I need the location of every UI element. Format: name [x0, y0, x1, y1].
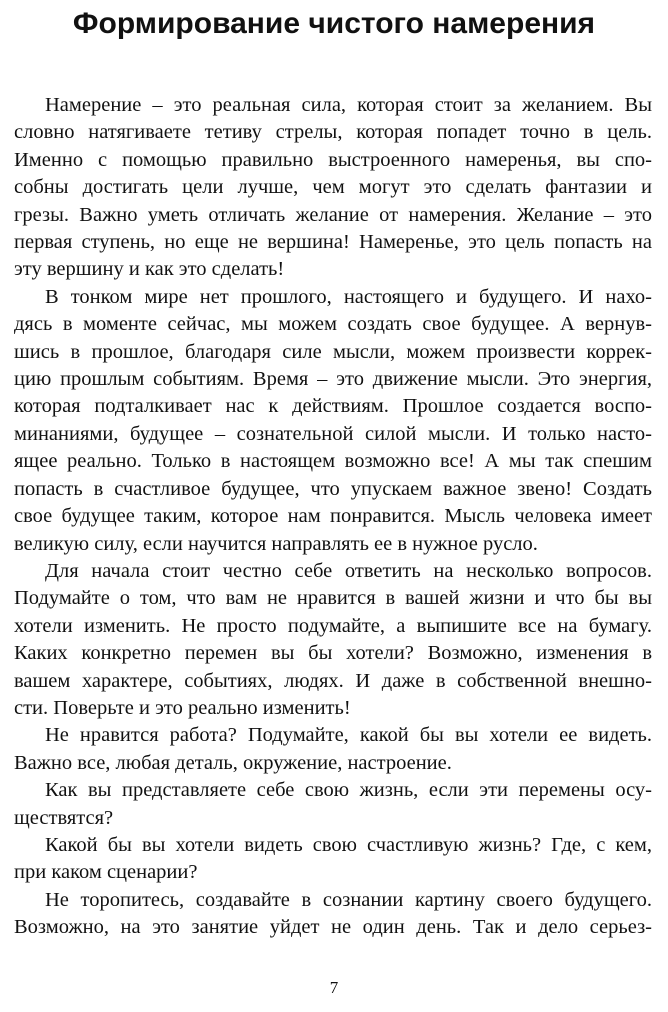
text-line: которая подталкивает нас к действиям. Прошлое создается воспо- [14, 395, 652, 418]
text-line: Подумайте о том, что вам не нравится в вашей жизни и что бы вы [14, 587, 652, 610]
text-line: великую силу, если научится направлять ее в нужное русло. [14, 532, 538, 555]
text-line: Какой бы вы хотели видеть свою счастливую жизнь? Где, с кем, [45, 833, 652, 856]
text-line: Для начала стоит честно себе ответить на несколько вопросов. [45, 559, 652, 582]
text-line: эту вершину и как это сделать! [14, 258, 285, 281]
page-number: 7 [329, 978, 339, 997]
text-line: Каких конкретно перемен вы бы хотели? Возможно, изменения в [14, 642, 652, 665]
text-line: ящее реально. Только в настоящем возможно все! А мы так спешим [14, 450, 652, 473]
paragraph [14, 832, 652, 887]
paragraph [14, 558, 652, 722]
text-line: собны достигать цели лучше, чем могут это сделать фантазии и [14, 176, 652, 199]
text-line: цию прошлым событиям. Время – это движение мысли. Это энергия, [14, 368, 652, 391]
text-line: дясь в моменте сейчас, мы можем создать свое будущее. А вернув- [14, 313, 652, 336]
text-line: грезы. Важно уметь отличать желание от намерения. Желание – это [14, 203, 652, 226]
text-line: свое будущее таким, которое нам понравится. Мысль человека имеет [14, 505, 652, 528]
text-line: ществятся? [14, 806, 114, 829]
text-line: Намерение – это реальная сила, которая стоит за желанием. Вы [45, 94, 652, 116]
text-line: Не торопитесь, создавайте в сознании картину своего будущего. [45, 888, 652, 911]
body-text [14, 92, 652, 942]
text-line: В тонком мире нет прошлого, настоящего и будущего. И нахо- [45, 285, 652, 308]
paragraph [14, 777, 652, 832]
text-line: при каком сценарии? [14, 861, 198, 884]
paragraph [14, 284, 652, 558]
text-line: Именно с помощью правильно выстроенного намеренья, вы спо- [14, 148, 652, 171]
text-line: вашем характере, событиях, людях. И даже в собственной внешно- [14, 669, 652, 692]
text-line: Важно все, любая деталь, окружение, настроение. [14, 751, 452, 774]
text-line: Возможно, на это занятие уйдет не один день. Так и дело серьез- [14, 916, 652, 939]
text-line: Как вы представляете себе свою жизнь, если эти перемены осу- [45, 779, 652, 802]
text-line: минаниями, будущее – сознательной силой мысли. И только насто- [14, 422, 652, 445]
text-line: Не нравится работа? Подумайте, какой бы вы хотели ее видеть. [45, 724, 652, 747]
text-line: сти. Поверьте и это реально изменить! [14, 696, 351, 719]
paragraph [14, 887, 652, 942]
text-line: первая ступень, но еще не вершина! Намеренье, это цель попасть на [14, 231, 652, 254]
paragraph [14, 722, 652, 777]
text-line: шись в прошлое, благодаря силе мысли, можем произвести коррек- [14, 340, 652, 363]
text-line: попасть в счастливое будущее, что упускаем важное звено! Создать [14, 477, 652, 500]
text-line: словно натягиваете тетиву стрелы, которая попадет точно в цель. [14, 121, 652, 144]
paragraph [14, 92, 652, 284]
chapter-title: Формирование чистого намерения [72, 7, 596, 40]
text-line: хотели изменить. Не просто подумайте, а выпишите все на бумагу. [14, 614, 652, 637]
